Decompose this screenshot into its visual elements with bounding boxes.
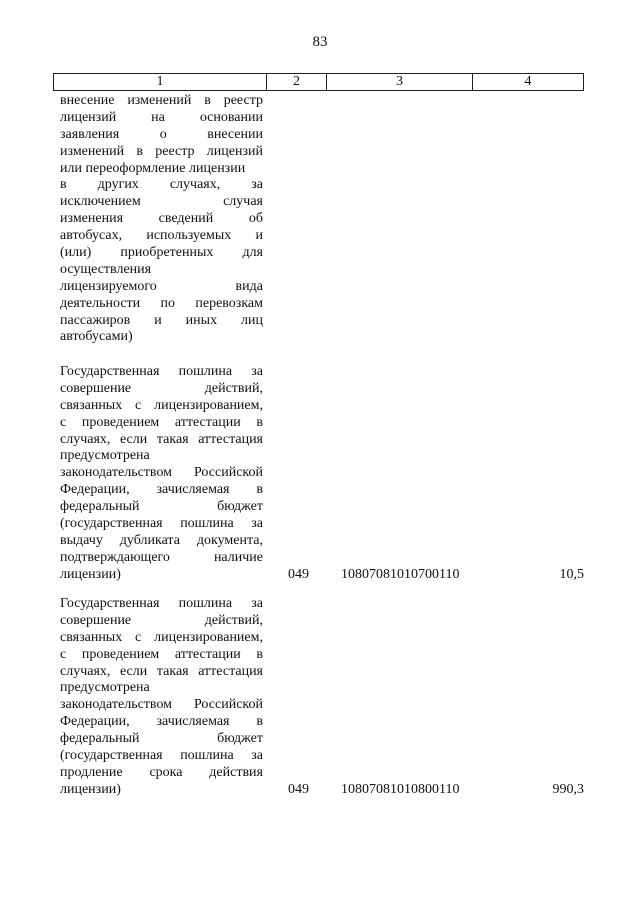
text-line: связанных с лицензированием,: [60, 629, 263, 645]
text-line: лицензии): [60, 566, 121, 582]
text-line: автобусах, используемых и: [60, 228, 263, 244]
header-col-2: 2: [267, 74, 327, 90]
amount-value: 10,5: [559, 566, 584, 582]
header-col-3: 3: [327, 74, 473, 90]
text-line: совершение действий,: [60, 612, 263, 628]
page-number: 83: [312, 34, 328, 50]
text-line: (государственная пошлина за: [60, 748, 263, 764]
text-line: (или) приобретенных для: [60, 245, 263, 261]
text-line: выдачу дубликата документа,: [60, 532, 263, 548]
header-col-4: 4: [524, 74, 532, 89]
text-line: осуществления: [60, 261, 152, 277]
table-row: [60, 596, 584, 799]
text-line: предусмотрена: [60, 680, 150, 696]
admin-code: 049: [288, 781, 309, 797]
text-line: лицензий на основании: [60, 109, 263, 125]
text-line: Федерации, зачисляемая в: [60, 714, 263, 730]
text-line: с проведением аттестации в: [60, 646, 263, 662]
text-line: законодательством Российской: [60, 465, 263, 481]
text-line: случаях, если такая аттестация: [60, 663, 263, 679]
text-line: федеральный бюджет: [60, 499, 263, 515]
table-row: [60, 364, 584, 584]
text-line: (государственная пошлина за: [60, 516, 263, 532]
text-line: лицензии): [60, 781, 121, 797]
text-line: продление срока действия: [60, 764, 263, 780]
row-description: [60, 596, 263, 799]
text-line: пассажиров и иных лиц: [60, 312, 263, 328]
text-line: деятельности по перевозкам: [60, 295, 263, 311]
text-line: Государственная пошлина за: [60, 596, 263, 611]
kbk-code: 10807081010800110: [341, 781, 460, 797]
text-line: изменений в реестр лицензий: [60, 143, 263, 159]
text-line: случаях, если такая аттестация: [60, 431, 263, 447]
text-line: законодательством Российской: [60, 697, 263, 713]
text-line: заявления о внесении: [60, 126, 263, 142]
text-line: Федерации, зачисляемая в: [60, 482, 263, 498]
text-line: федеральный бюджет: [60, 731, 263, 747]
text-line: подтверждающего наличие: [60, 549, 263, 565]
text-line: связанных с лицензированием,: [60, 397, 263, 413]
text-line: исключением случая: [60, 194, 263, 210]
text-line: изменения сведений об: [60, 211, 263, 227]
text-line: внесение изменений в реестр: [60, 93, 263, 108]
header-col-1: 1: [54, 74, 267, 90]
text-line: с проведением аттестации в: [60, 414, 263, 430]
amount-value: 990,3: [552, 781, 584, 797]
text-line: в других случаях, за: [60, 177, 263, 193]
text-line: или переоформление лицензии: [60, 160, 246, 176]
kbk-code: 10807081010700110: [341, 566, 460, 582]
table-row: [60, 93, 584, 346]
table-header: [53, 73, 584, 91]
text-line: совершение действий,: [60, 380, 263, 396]
text-line: лицензируемого вида: [60, 278, 263, 294]
text-line: предусмотрена: [60, 448, 150, 464]
text-line: Государственная пошлина за: [60, 364, 263, 379]
text-line: автобусами): [60, 329, 133, 345]
admin-code: 049: [288, 566, 309, 582]
row-description: [60, 93, 263, 346]
row-description: [60, 364, 263, 584]
